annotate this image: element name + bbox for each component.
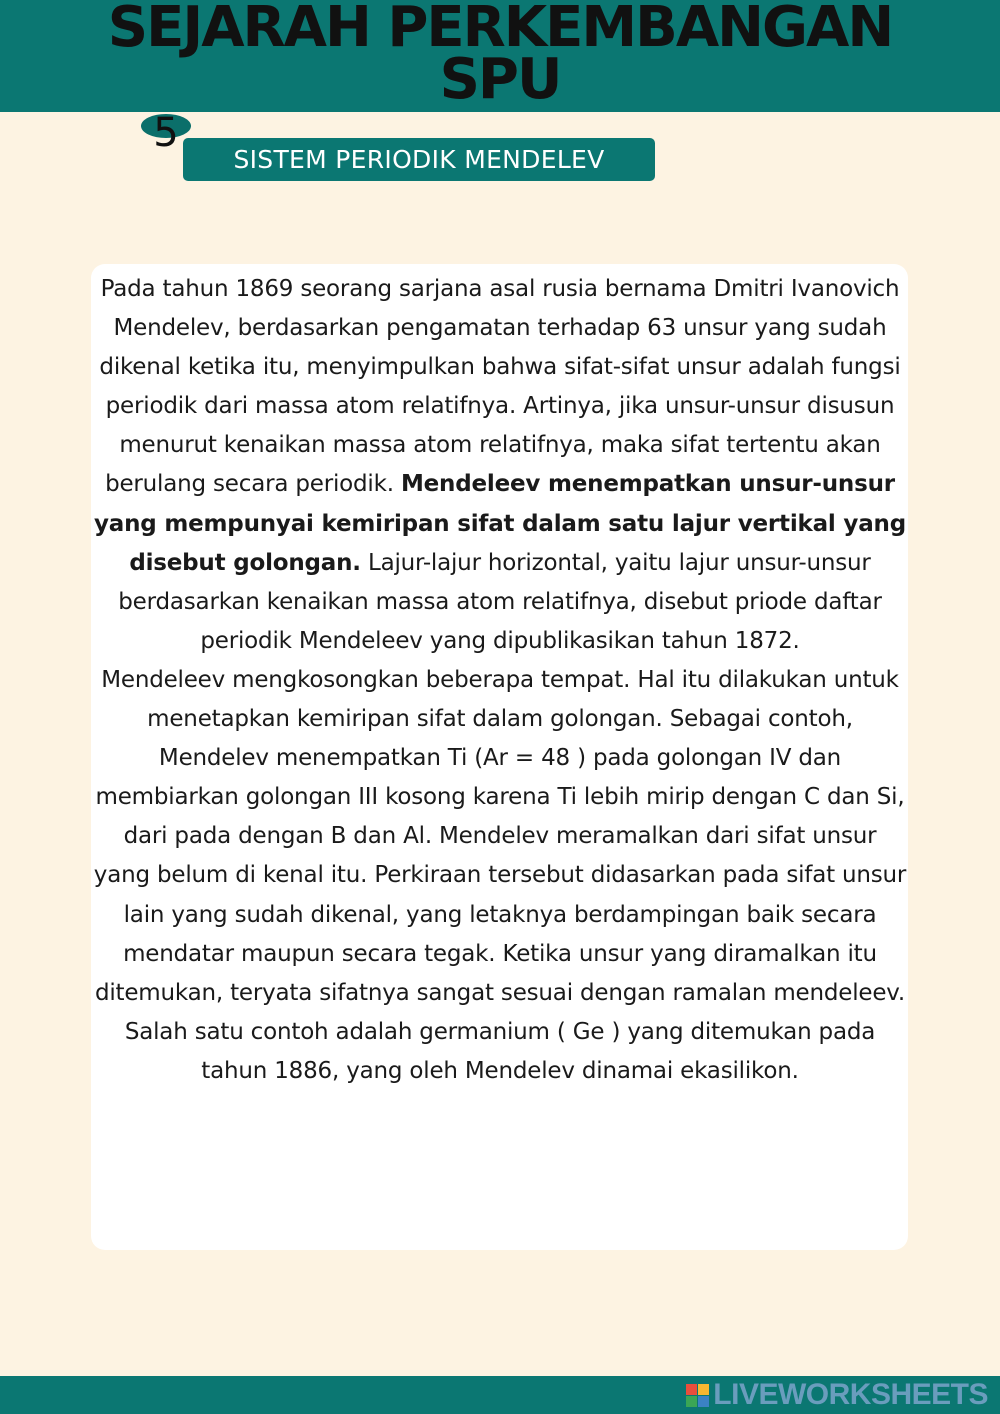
logo-square-i xyxy=(698,1384,709,1395)
bold-statement: Mendeleev menempatkan unsur-unsur yang mempunyai kemiripan sifat dalam satu lajur vertikal yang disebut golongan. xyxy=(94,471,906,576)
content-text xyxy=(92,270,908,1091)
logo-square-e xyxy=(698,1396,709,1407)
section-title: SISTEM PERIODIK MENDELEV xyxy=(183,138,655,181)
liveworksheets-logo-icon xyxy=(686,1384,709,1407)
page-title-line1: SEJARAH PERKEMBANGAN xyxy=(107,0,893,60)
page-title xyxy=(0,0,1000,112)
logo-square-l xyxy=(686,1384,697,1395)
page-title-line2: SPU xyxy=(439,47,561,112)
logo-square-v xyxy=(686,1396,697,1407)
liveworksheets-logo[interactable] xyxy=(686,1376,988,1414)
liveworksheets-brand: LIVEWORKSHEETS xyxy=(713,1378,988,1411)
section-number: 5 xyxy=(153,110,179,156)
paragraph-intro: Pada tahun 1869 seorang sarjana asal rusia bernama Dmitri Ivanovich Mendelev, berdasarkan pengamatan terhadap 63 unsur yang sudah dikenal ketika itu, menyimpulkan bahwa sifat-sifat unsur adalah fungsi periodik dari massa atom relatifnya. Artinya, jika unsur-unsur disusun menurut kenaikan massa atom relatifnya, maka sifat tertentu akan berulang secara periodik. xyxy=(99,276,901,498)
paragraph-empty-places: Mendeleev mengkosongkan beberapa tempat. Hal itu dilakukan untuk menetapkan kemiripan sifat dalam golongan. Sebagai contoh, Mendelev menempatkan Ti (Ar = 48 ) pada golongan IV dan membiarkan golongan III kosong karena Ti lebih mirip dengan C dan Si, dari pada dengan B dan Al. Mendelev meramalkan dari sifat unsur yang belum di kenal itu. Perkiraan tersebut didasarkan pada sifat unsur lain yang sudah dikenal, yang letaknya berdampingan baik secara mendatar maupun secara tegak. Ketika unsur yang diramalkan itu ditemukan, teryata sifatnya sangat sesuai dengan ramalan mendeleev. Salah satu contoh adalah germanium ( Ge ) yang ditemukan pada tahun 1886, yang oleh Mendelev dinamai ekasilikon. xyxy=(93,666,907,1084)
paragraph-periods: Lajur-lajur horizontal, yaitu lajur unsur-unsur berdasarkan kenaikan massa atom relatifnya, disebut priode daftar periodik Mendeleev yang dipublikasikan tahun 1872. xyxy=(118,549,882,654)
